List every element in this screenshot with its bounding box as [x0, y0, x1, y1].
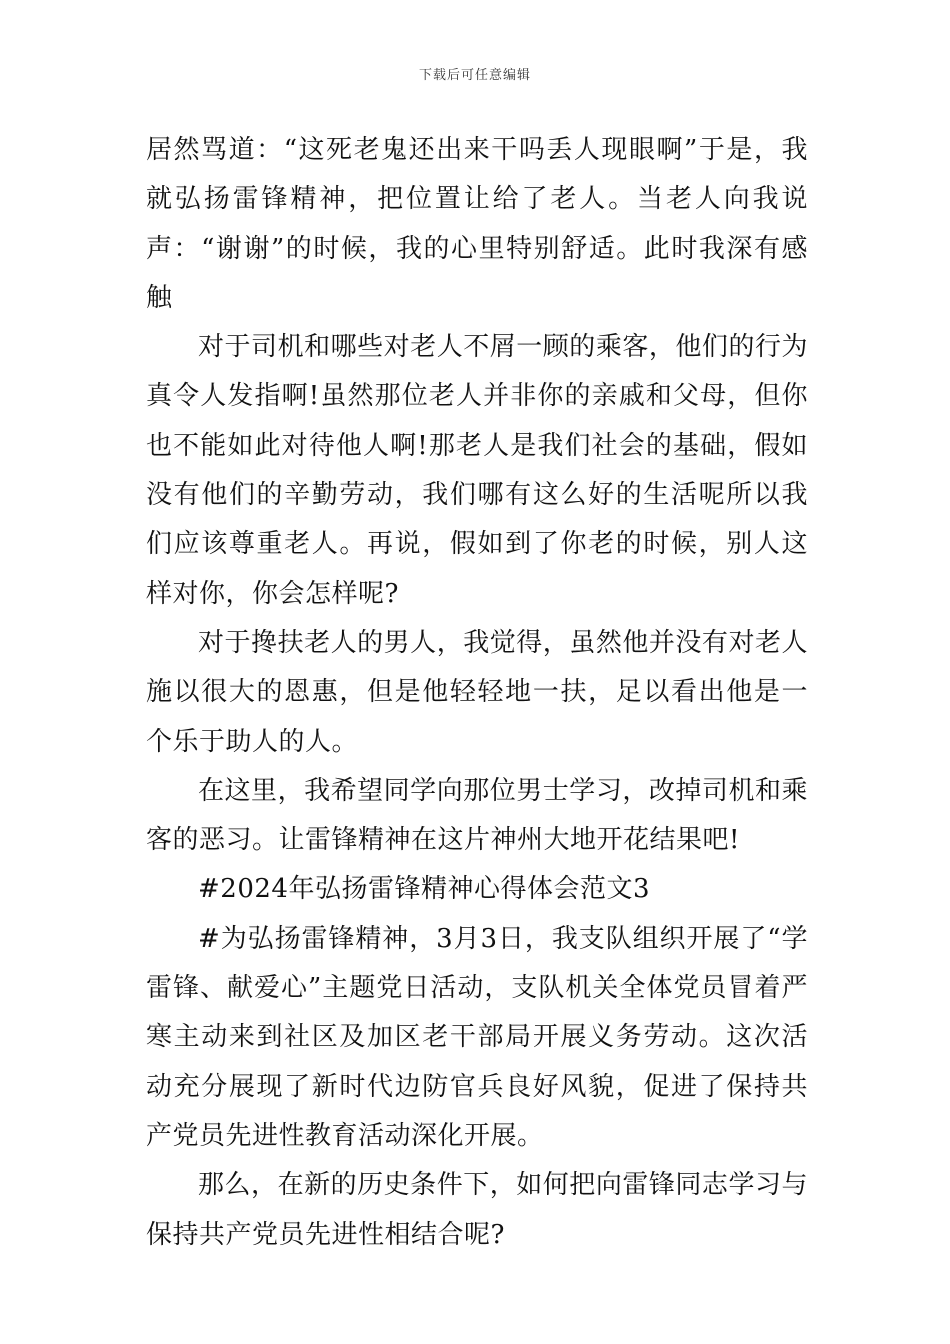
page-header: 下载后可任意编辑	[418, 68, 531, 83]
paragraph-1: 居然骂道：“这死老鬼还出来干吗丢人现眼啊”于是，我就弘扬雷锋精神，把位置让给了老人。当老人向我说声：“谢谢”的时候，我的心里特别舒适。此时我深有感触	[146, 135, 808, 313]
document-body	[146, 126, 808, 1260]
paragraph-5: #为弘扬雷锋精神，3月3日，我支队组织开展了“学雷锋、献爱心”主题党日活动，支队机关全体党员冒着严寒主动来到社区及加区老干部局开展义务劳动。这次活动充分展现了新时代边防官兵良好风貌，促进了保持共产党员先进性教育活动深化开展。	[146, 923, 808, 1151]
paragraph-4: 在这里，我希望同学向那位男士学习，改掉司机和乘客的恶习。让雷锋精神在这片神州大地开花结果吧!	[146, 775, 808, 856]
paragraph-2: 对于司机和哪些对老人不屑一顾的乘客，他们的行为真令人发指啊!虽然那位老人并非你的亲戚和父母，但你也不能如此对待他人啊!那老人是我们社会的基础，假如没有他们的辛勤劳动，我们哪有这么好的生活呢所以我们应该尊重老人。再说，假如到了你老的时候，别人这样对你，你会怎样呢?	[146, 332, 808, 609]
paragraph-3: 对于搀扶老人的男人，我觉得，虽然他并没有对老人施以很大的恩惠，但是他轻轻地一扶，足以看出他是一个乐于助人的人。	[146, 627, 808, 757]
section-heading: #2024年弘扬雷锋精神心得体会范文3	[198, 874, 650, 905]
paragraph-6: 那么，在新的历史条件下，如何把向雷锋同志学习与保持共产党员先进性相结合呢?	[146, 1170, 808, 1250]
